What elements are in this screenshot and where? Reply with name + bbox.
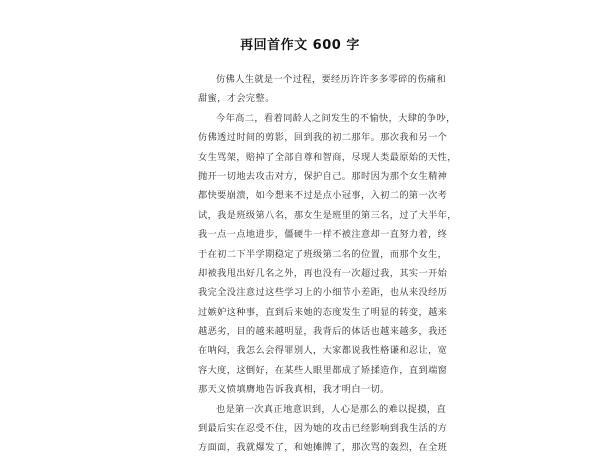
essay-line: 容大度，这倒好，在某些人眼里都成了矫揉造作，直到端窗 xyxy=(198,364,448,376)
essay-line: 抛开一切地去攻击对方，保护自己。那时因为那个女生精神 xyxy=(198,170,448,182)
essay-line: 仿佛人生就是一个过程，要经历许许多多零碎的伤痛和 xyxy=(216,74,447,85)
essay-line: 我一点一点地进步，僵硬牛一样不被注意却一直努力着，终 xyxy=(198,229,448,241)
essay-line: 过嫉妒这种事，直到后来她的态度发生了明显的转变，越来 xyxy=(198,306,448,318)
essay-line: 于在初二下半学期稳定了班级第二名的位置，而那个女生， xyxy=(198,248,448,260)
essay-line: 今年高二，看着同龄人之间发生的不愉快，大肆的争吵， xyxy=(216,112,456,124)
essay-line: 越恶劣，目的越来越明显，我背后的体话也越来越多，我还 xyxy=(198,326,448,338)
essay-line: 女生骂架，赔掉了全部自尊和智商，尽现人类最原始的天性， xyxy=(198,151,457,163)
essay-line: 仿佛透过时间的剪影，回到我的初二那年。那次我和另一个 xyxy=(198,132,448,144)
essay-line: 我完全没注意过这些学习上的小细节小差距，也从来没经历 xyxy=(198,287,448,299)
essay-line: 方面面，我就爆发了，和她摊牌了，那次骂的轰烈，在全班 xyxy=(198,442,448,454)
essay-line: 在呐闷，我怎么会得罪别人，大家都说我性格谦和忍让，宽 xyxy=(198,345,448,357)
essay-line: 到最后实在忍受不住，因为她的攻击已经影响到我生活的方 xyxy=(198,423,448,435)
essay-line: 却被我甩出好几名之外，再也没有一次超过我，其实一开始 xyxy=(198,267,448,279)
essay-line: 都快要崩溃，如今想来不过是点小冠事，入初二的第一次考 xyxy=(198,190,448,202)
essay-line: 那天义愤填膺地告诉我真相，我才明白一切。 xyxy=(198,384,390,396)
document-title: 再回首作文 600 字 xyxy=(240,38,360,53)
essay-line: 也是第一次真正地意识到，人心是那么的难以捉摸，直 xyxy=(216,403,447,415)
essay-line: 试，我是班级第八名，那女生是班里的第三名，过了大半年， xyxy=(198,209,457,221)
essay-body xyxy=(198,70,584,458)
essay-line: 甜蜜，才会完整。 xyxy=(198,93,275,105)
